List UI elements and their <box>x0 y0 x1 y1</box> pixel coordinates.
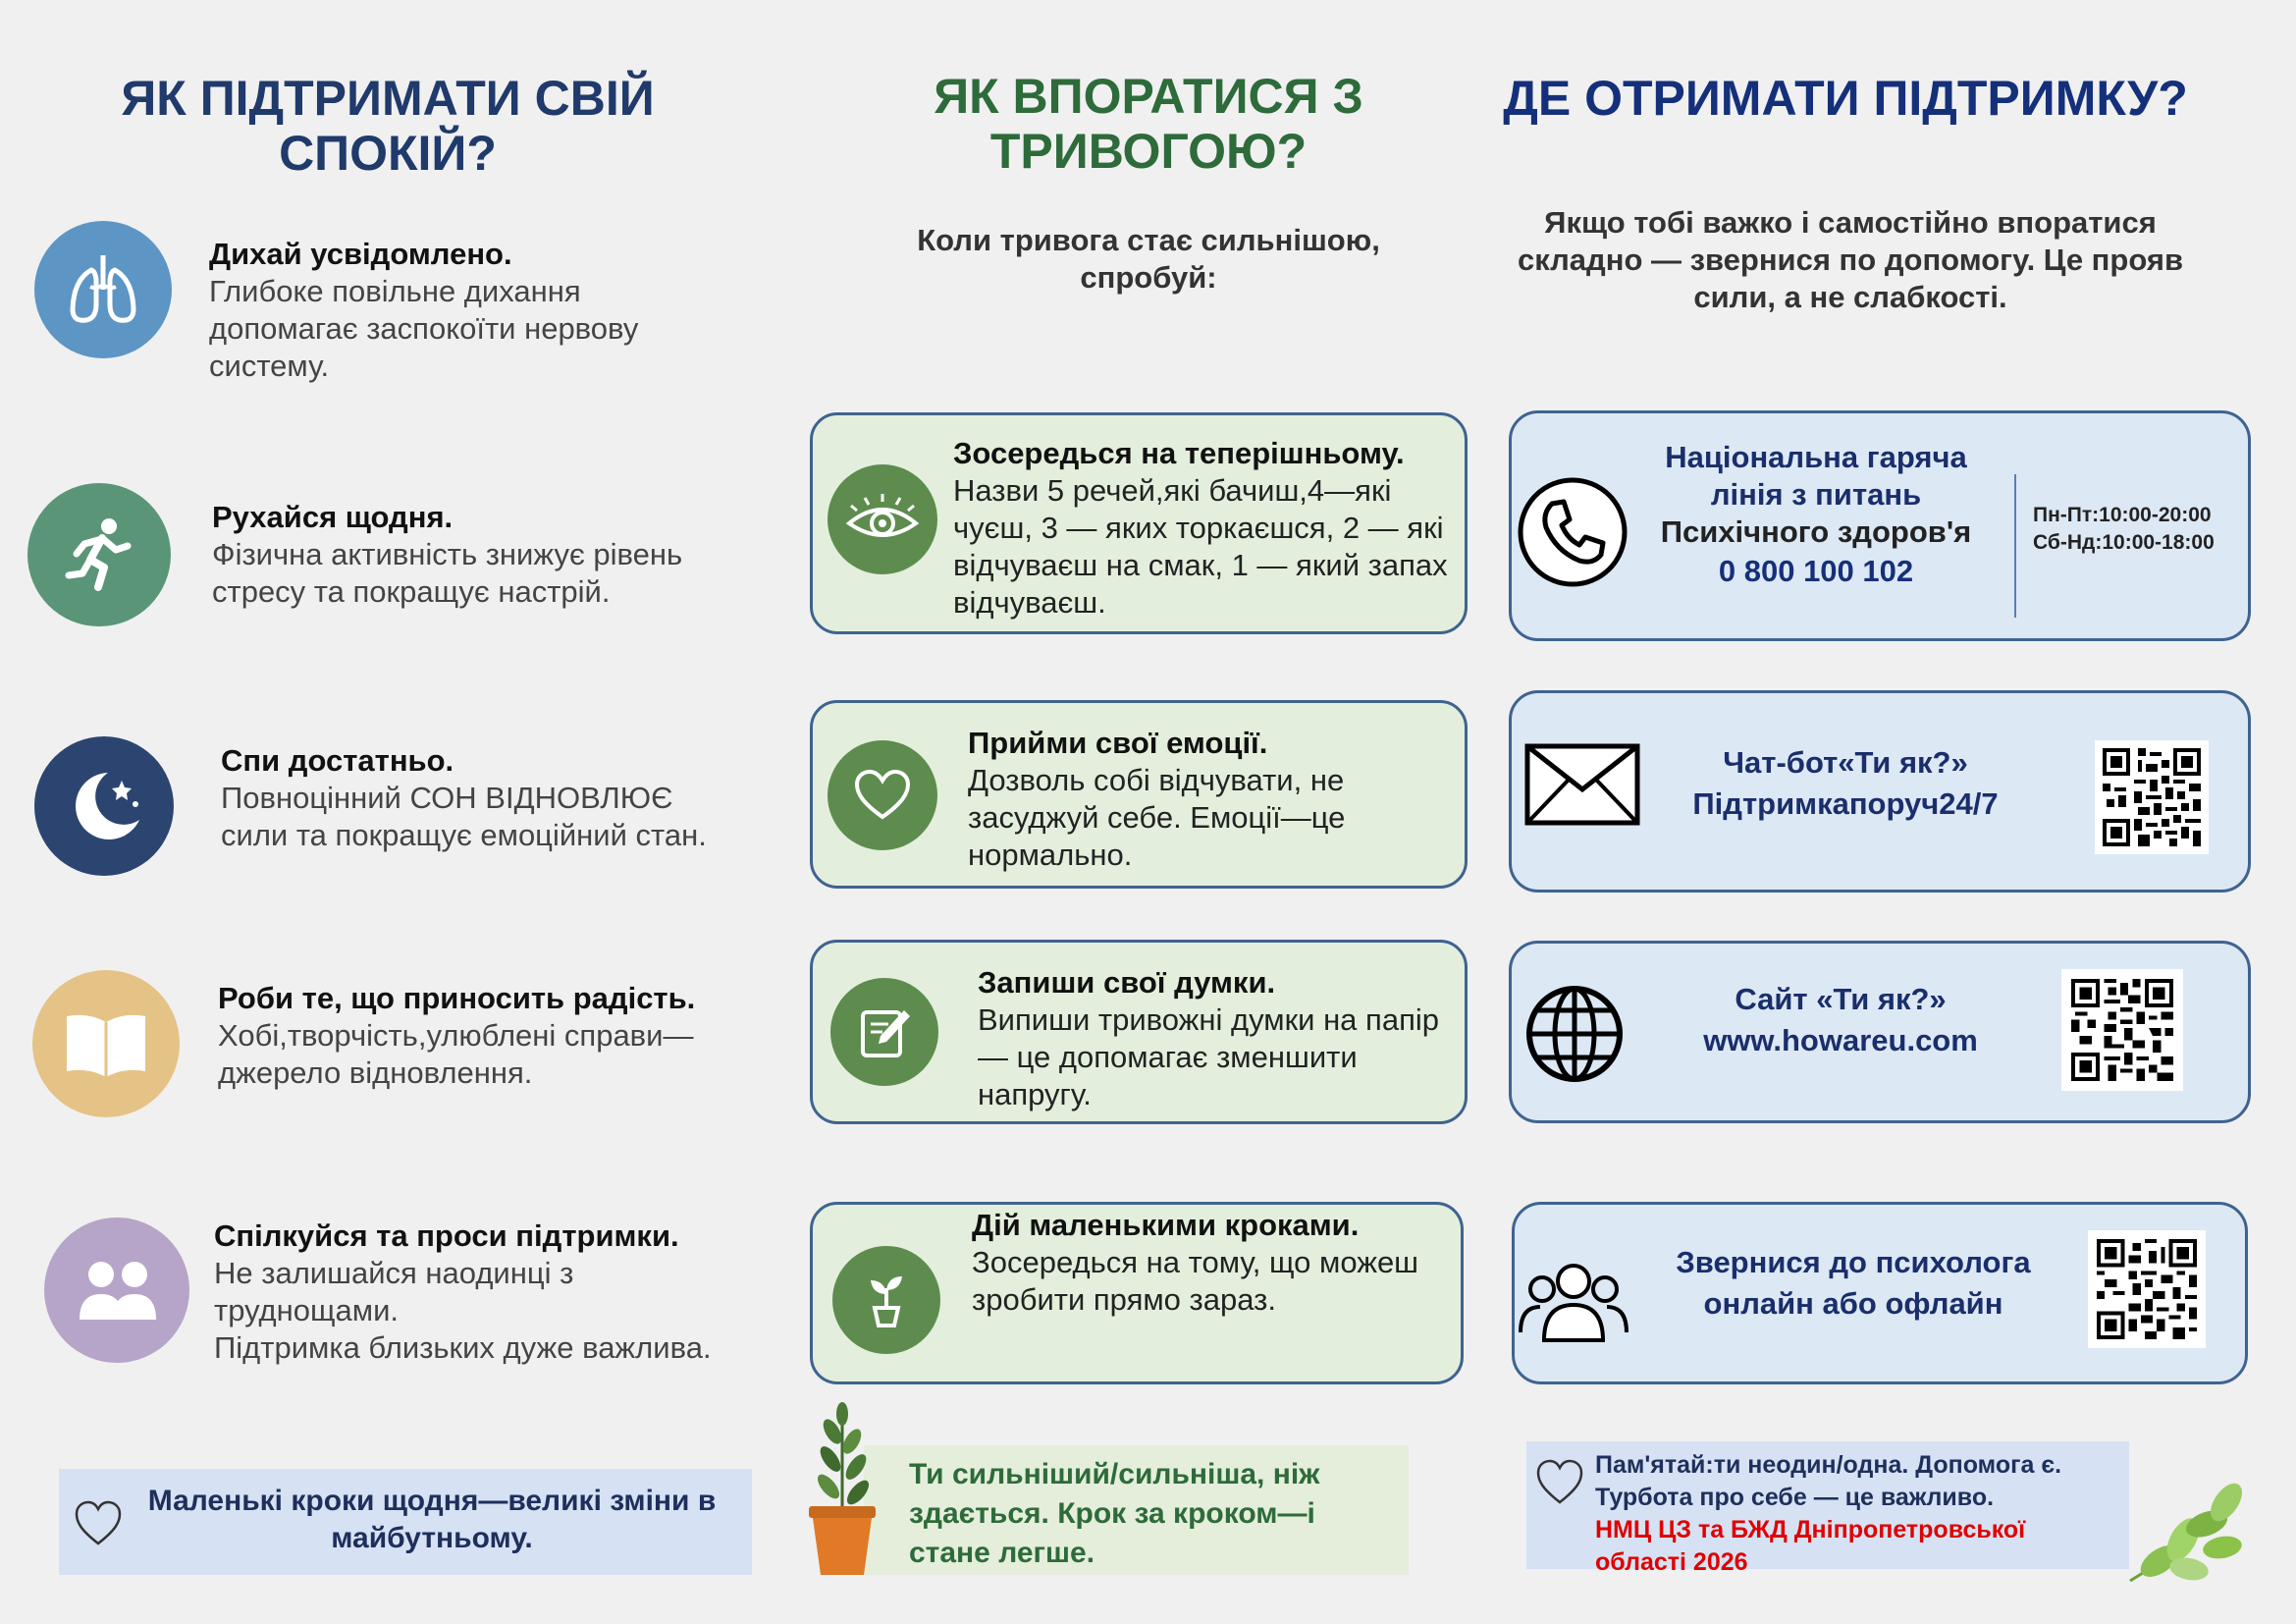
tip-5 <box>214 1218 764 1367</box>
pencil-note-icon <box>830 978 938 1086</box>
divider <box>2014 474 2016 618</box>
moon-stars-icon <box>34 736 174 876</box>
heart-icon <box>828 740 937 850</box>
eye-icon <box>828 464 937 574</box>
tip-title: Спілкуйся та проси підтримки. <box>214 1218 679 1253</box>
site-line1: Сайт «Ти як?» <box>1735 982 1947 1016</box>
website-card <box>1509 941 2251 1123</box>
tip-title: Рухайся щодня. <box>212 500 454 534</box>
sprout-icon <box>832 1246 940 1354</box>
col3-intro: Якщо тобі важко і самостійно впоратися складно — звернися по допомогу. Це прояв сили, а не слабкості. <box>1517 205 2184 314</box>
running-person-icon <box>27 483 171 626</box>
tip-3 <box>221 742 731 854</box>
hotline-hours-weekdays: Пн-Пт:10:00-20:00 <box>2033 504 2212 526</box>
footer-org-line2: області 2026 <box>1595 1548 1748 1576</box>
tip-card-write <box>810 940 1468 1124</box>
col2-intro: Коли тривога стає сильнішою, спробуй: <box>917 223 1380 295</box>
psychologist-card <box>1512 1202 2248 1384</box>
tip-text: Фізична активність знижує рівень стресу та покращує настрій. <box>212 537 683 609</box>
heart-outline-icon <box>1532 1455 1587 1515</box>
potted-plant-icon <box>803 1402 881 1584</box>
tip-text: Не залишайся наодинці з труднощами. <box>214 1256 574 1327</box>
hotline-hours-weekend: Сб-Нд:10:00-18:00 <box>2033 531 2215 554</box>
tip-title: Дій маленькими кроками. <box>972 1208 1360 1242</box>
tip-text: Назви 5 речей,які бачиш,4—які чуєш, 3 — яких торкаєшся, 2 — які відчуваєш на смак, 1 — який запах відчуваєш. <box>953 473 1448 620</box>
col3-title: ДЕ ОТРИМАТИ ПІДТРИМКУ? <box>1503 71 2188 126</box>
banner-text: Ти сильніший/сильніша, ніж здається. Крок за кроком—і стане легше. <box>909 1458 1320 1569</box>
tip-text: Хобі,творчість,улюблені справи—джерело відновлення. <box>218 1018 694 1090</box>
psych-line1: Звернися до психолога <box>1676 1245 2031 1279</box>
tip-text: Дозволь собі відчувати, не засуджуй себе. Емоції—це нормально. <box>968 763 1346 872</box>
tip-2 <box>212 499 722 611</box>
chatbot-line2: Підтримкапоруч24/7 <box>1692 786 1999 821</box>
tip-title: Спи достатньо. <box>221 743 454 778</box>
psych-line2: онлайн або офлайн <box>1703 1286 2003 1321</box>
banner-stronger <box>864 1445 1409 1575</box>
chatbot-line1: Чат-бот«Ти як?» <box>1723 745 1968 780</box>
phone-icon <box>1515 474 1630 595</box>
site-url[interactable]: www.howareu.com <box>1703 1023 1978 1057</box>
tip-text: Зосередься на тому, що можеш зробити прямо зараз. <box>972 1245 1419 1317</box>
chatbot-card <box>1509 690 2251 893</box>
envelope-icon <box>1523 740 1641 834</box>
people-icon <box>44 1218 189 1363</box>
tip-text: Глибоке повільне дихання допомагає заспокоїти нервову систему. <box>209 274 639 383</box>
qr-code-icon[interactable] <box>2095 740 2209 854</box>
banner-small-steps <box>59 1469 752 1575</box>
people-group-icon <box>1517 1254 1630 1353</box>
hotline-line3: Психічного здоров'я <box>1660 514 1972 549</box>
tip-text: Повноцінний СОН ВІДНОВЛЮЄ сили та покращує емоційний стан. <box>221 781 707 852</box>
footer-reminder <box>1526 1441 2129 1576</box>
col1-title: ЯК ПІДТРИМАТИ СВІЙ СПОКІЙ? <box>121 71 655 181</box>
qr-code-icon[interactable] <box>2088 1230 2206 1348</box>
tip-1 <box>209 236 720 385</box>
tip-title: Запиши свої думки. <box>978 965 1276 1000</box>
col2-title: ЯК ВПОРАТИСЯ З ТРИВОГОЮ? <box>934 69 1363 179</box>
footer-line2: Турбота про себе — це важливо. <box>1595 1484 1995 1511</box>
qr-code-icon[interactable] <box>2061 969 2183 1091</box>
tip-text: Підтримка близьких дуже важлива. <box>214 1330 712 1365</box>
tip-card-present <box>810 412 1468 634</box>
globe-icon <box>1522 981 1628 1092</box>
footer-line1: Пам'ятай:ти неодин/одна. Допомога є. <box>1595 1451 2062 1479</box>
tip-title: Дихай усвідомлено. <box>209 237 512 271</box>
hotline-line1: Національна гаряча <box>1665 440 1967 474</box>
hotline-card <box>1509 410 2251 641</box>
lungs-icon <box>34 221 172 358</box>
footer-org-line1: НМЦ ЦЗ та БЖД Дніпропетровської <box>1595 1516 2026 1543</box>
tip-text: Випиши тривожні думки на папір — це допомагає зменшити напругу. <box>978 1002 1439 1111</box>
banner-text: Маленькі кроки щодня—великі зміни в майбутньому. <box>147 1485 717 1554</box>
hotline-phone[interactable]: 0 800 100 102 <box>1718 554 1914 588</box>
tip-card-small-steps <box>810 1202 1464 1384</box>
open-book-icon <box>32 970 180 1117</box>
tip-title: Роби те, що приносить радість. <box>218 981 696 1015</box>
tip-card-emotions <box>810 700 1468 889</box>
tip-title: Прийми свої емоції. <box>968 726 1268 760</box>
heart-outline-icon <box>71 1496 126 1556</box>
tip-title: Зосередься на теперішньому. <box>953 436 1405 470</box>
tip-4 <box>218 980 768 1092</box>
hotline-line2: лінія з питань <box>1710 477 1922 512</box>
green-leaves-icon <box>2120 1463 2258 1605</box>
